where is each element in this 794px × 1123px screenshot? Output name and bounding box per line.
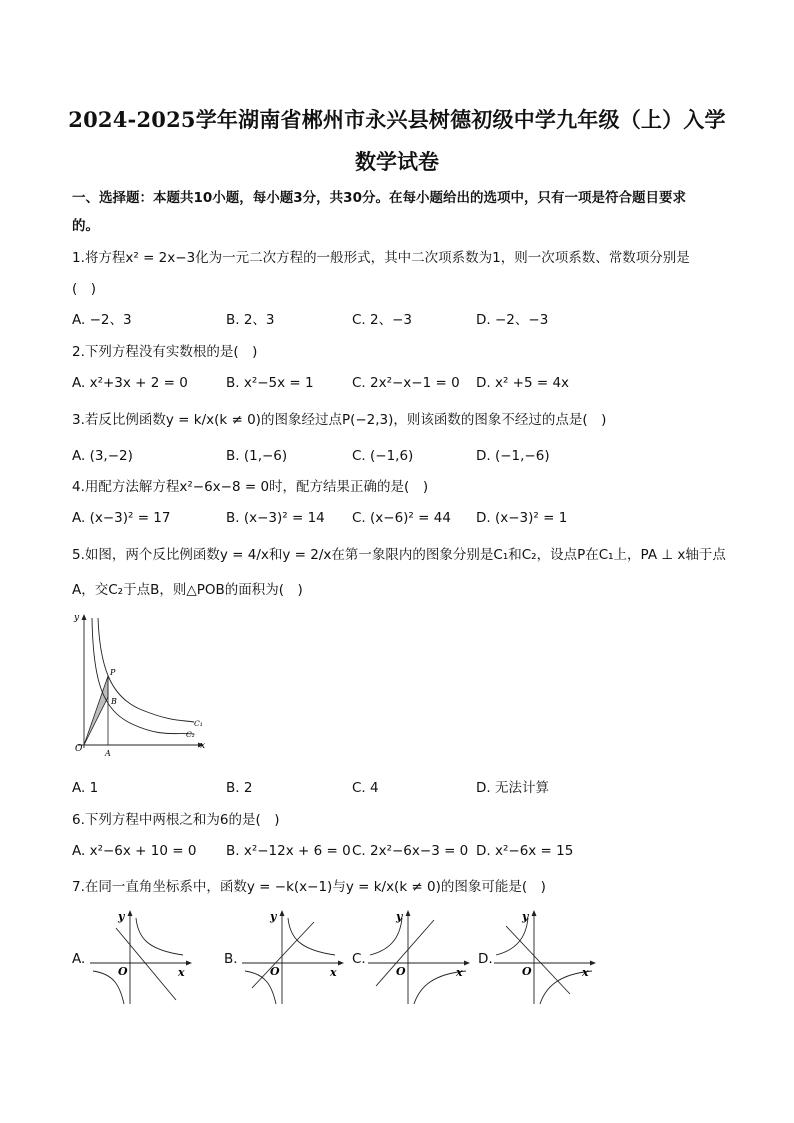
option-d[interactable]: D. x²−6x = 15	[476, 843, 574, 859]
option-b[interactable]: B. 2	[226, 780, 253, 796]
page-subtitle: 数学试卷	[355, 149, 439, 174]
triangle-pob	[84, 676, 108, 745]
label-b: B	[111, 697, 117, 706]
label-x: x	[200, 741, 206, 751]
label-x: x	[178, 966, 185, 979]
option-a-graph[interactable]	[88, 908, 198, 1008]
label-y: y	[522, 910, 529, 923]
question-5-stem: 5.如图，两个反比例函数y = 4/x和y = 2/x在第一象限内的图象分别是C₁和C₂，设点P在C₁上，PA ⊥ x轴于点	[72, 547, 726, 563]
y-axis-arrow	[406, 910, 411, 916]
label-c1: C₁	[194, 719, 203, 728]
option-d[interactable]: D. 无法计算	[476, 780, 549, 796]
x-axis-arrow	[186, 961, 192, 966]
option-c[interactable]: C. 2x²−x−1 = 0	[352, 375, 460, 391]
label-origin: O	[75, 744, 83, 754]
question-1-options	[72, 310, 732, 330]
section-heading: 一、选择题：本题共10小题，每小题3分，共30分。在每小题给出的选项中，只有一项是符合题目要求	[72, 190, 686, 206]
line-graph	[252, 922, 314, 988]
option-a[interactable]: A. −2、3	[72, 312, 132, 328]
hyperbola-q1	[136, 918, 183, 955]
label-y: y	[396, 910, 403, 923]
option-c[interactable]: C. (−1,6)	[352, 448, 414, 464]
option-b[interactable]: B. x²−5x = 1	[226, 375, 314, 391]
label-origin: O	[270, 965, 280, 978]
option-b[interactable]: B. (x−3)² = 14	[226, 510, 325, 526]
hyperbola-q1	[288, 918, 335, 955]
question-7-stem: 7.在同一直角坐标系中，函数y = −k(x−1)与y = k/x(k ≠ 0)的图象可能是( )	[72, 879, 546, 895]
option-d[interactable]: D. (x−3)² = 1	[476, 510, 568, 526]
option-c[interactable]: C. 4	[352, 780, 379, 796]
option-b-label[interactable]: B.	[224, 951, 238, 967]
label-y: y	[118, 910, 125, 923]
label-origin: O	[522, 965, 532, 978]
option-c[interactable]: C. (x−6)² = 44	[352, 510, 451, 526]
question-5-options	[72, 778, 732, 798]
option-d[interactable]: D. x² +5 = 4x	[476, 375, 570, 391]
question-2-stem: 2.下列方程没有实数根的是( )	[72, 344, 258, 360]
option-c[interactable]: C. 2x²−6x−3 = 0	[352, 843, 469, 859]
label-a: A	[105, 749, 111, 758]
option-b-graph[interactable]	[240, 908, 350, 1008]
line-graph	[116, 928, 176, 1000]
option-c-graph[interactable]	[366, 908, 476, 1008]
label-y: y	[270, 910, 277, 923]
option-c[interactable]: C. 2、−3	[352, 312, 412, 328]
y-axis-arrow	[128, 910, 133, 916]
question-6-options	[72, 841, 732, 861]
option-b[interactable]: B. x²−12x + 6 = 0	[226, 843, 351, 859]
label-y: y	[74, 613, 80, 623]
curve-c2	[92, 618, 194, 734]
question-2-options	[72, 373, 732, 393]
hyperbola-q2	[496, 918, 528, 955]
question-6-stem: 6.下列方程中两根之和为6的是( )	[72, 812, 280, 828]
line-graph	[506, 926, 570, 994]
question-3-options	[72, 446, 732, 466]
label-origin: O	[118, 965, 128, 978]
option-a-label[interactable]: A.	[72, 951, 86, 967]
option-a[interactable]: A. 1	[72, 780, 99, 796]
label-x: x	[456, 966, 463, 979]
y-axis-arrow	[280, 910, 285, 916]
x-axis-arrow	[338, 961, 344, 966]
x-axis-arrow	[590, 961, 596, 966]
option-d-graph[interactable]	[492, 908, 602, 1008]
option-b[interactable]: B. (1,−6)	[226, 448, 288, 464]
label-p: P	[110, 668, 116, 677]
page-title: 2024-2025学年湖南省郴州市永兴县树德初级中学九年级（上）入学	[68, 107, 726, 132]
label-x: x	[330, 966, 337, 979]
y-axis-arrow	[82, 614, 87, 620]
option-a[interactable]: A. x²+3x + 2 = 0	[72, 375, 188, 391]
option-b[interactable]: B. 2、3	[226, 312, 275, 328]
option-a[interactable]: A. x²−6x + 10 = 0	[72, 843, 197, 859]
question-1-stem: 1.将方程x² = 2x−3化为一元二次方程的一般形式，其中二次项系数为1，则一次项系数、常数项分别是	[72, 250, 690, 266]
question-4-options	[72, 508, 732, 528]
question-3-stem: 3.若反比例函数y = k/x(k ≠ 0)的图象经过点P(−2,3)，则该函数的图象不经过的点是( )	[72, 412, 607, 428]
y-axis-arrow	[532, 910, 537, 916]
option-a[interactable]: A. (3,−2)	[72, 448, 133, 464]
option-a[interactable]: A. (x−3)² = 17	[72, 510, 171, 526]
option-c-label[interactable]: C.	[352, 951, 366, 967]
label-c2: C₂	[186, 730, 195, 739]
x-axis-arrow	[464, 961, 470, 966]
question-4-stem: 4.用配方法解方程x²−6x−8 = 0时，配方结果正确的是( )	[72, 479, 429, 495]
option-d-label[interactable]: D.	[478, 951, 493, 967]
question-5-figure	[72, 610, 212, 760]
label-origin: O	[396, 965, 406, 978]
hyperbola-q2	[370, 918, 402, 955]
question-5-stem-cont: A，交C₂于点B，则△POB的面积为( )	[72, 582, 303, 598]
label-x: x	[582, 966, 589, 979]
question-1-stem-cont: ( )	[72, 281, 97, 297]
option-d[interactable]: D. −2、−3	[476, 312, 549, 328]
option-d[interactable]: D. (−1,−6)	[476, 448, 550, 464]
section-heading-cont: 的。	[72, 218, 99, 234]
